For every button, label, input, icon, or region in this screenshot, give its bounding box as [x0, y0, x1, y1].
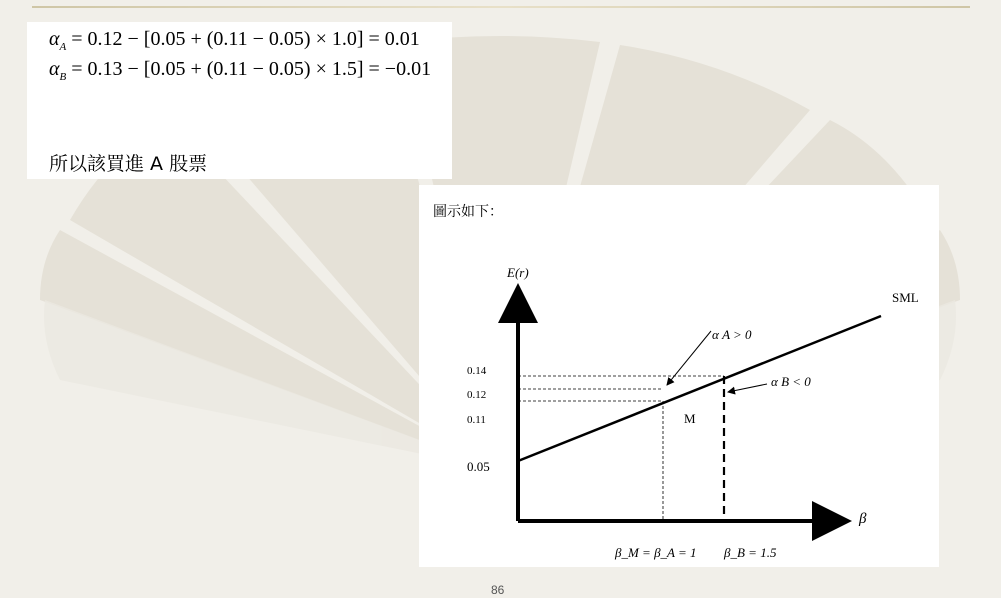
sml-figure-panel [419, 185, 939, 567]
sml-chart [419, 185, 939, 567]
x-axis-label: β [859, 511, 867, 527]
market-point-label: M [684, 411, 696, 426]
y-tick-label: 0.11 [467, 414, 486, 426]
alpha-b-pointer [728, 384, 767, 392]
y-tick-label: 0.12 [467, 389, 487, 401]
x-tick-label: β_B = 1.5 [724, 545, 777, 560]
alpha-b-label: α B < 0 [771, 374, 811, 389]
page-number: 86 [491, 583, 505, 597]
alpha-a-equation: $\alpha_A = 0.12 - [0.05 + (0.11 - 0.05) \times 1.0] = 0.01$ [49, 28, 420, 53]
y-axis-label: E(r) [507, 265, 529, 280]
y-tick-label: 0.14 [467, 365, 487, 377]
header-rule [32, 6, 970, 8]
alpha-a-pointer [667, 331, 711, 385]
alpha-b-equation: $\alpha_B = 0.13 - [0.05 + (0.11 - 0.05) \times 1.5] = -0.01$ [49, 58, 432, 83]
x-tick-label: β_M = β_A = 1 [615, 545, 697, 560]
sml-line [518, 316, 881, 461]
equation-panel [27, 22, 452, 179]
figure-caption: 圖示如下： [433, 204, 503, 220]
y-tick-label: 0.05 [467, 459, 490, 474]
conclusion-text: 所以該買進 A 股票 [49, 153, 208, 175]
sml-label: SML [892, 290, 919, 305]
alpha-a-label: α A > 0 [712, 327, 752, 342]
